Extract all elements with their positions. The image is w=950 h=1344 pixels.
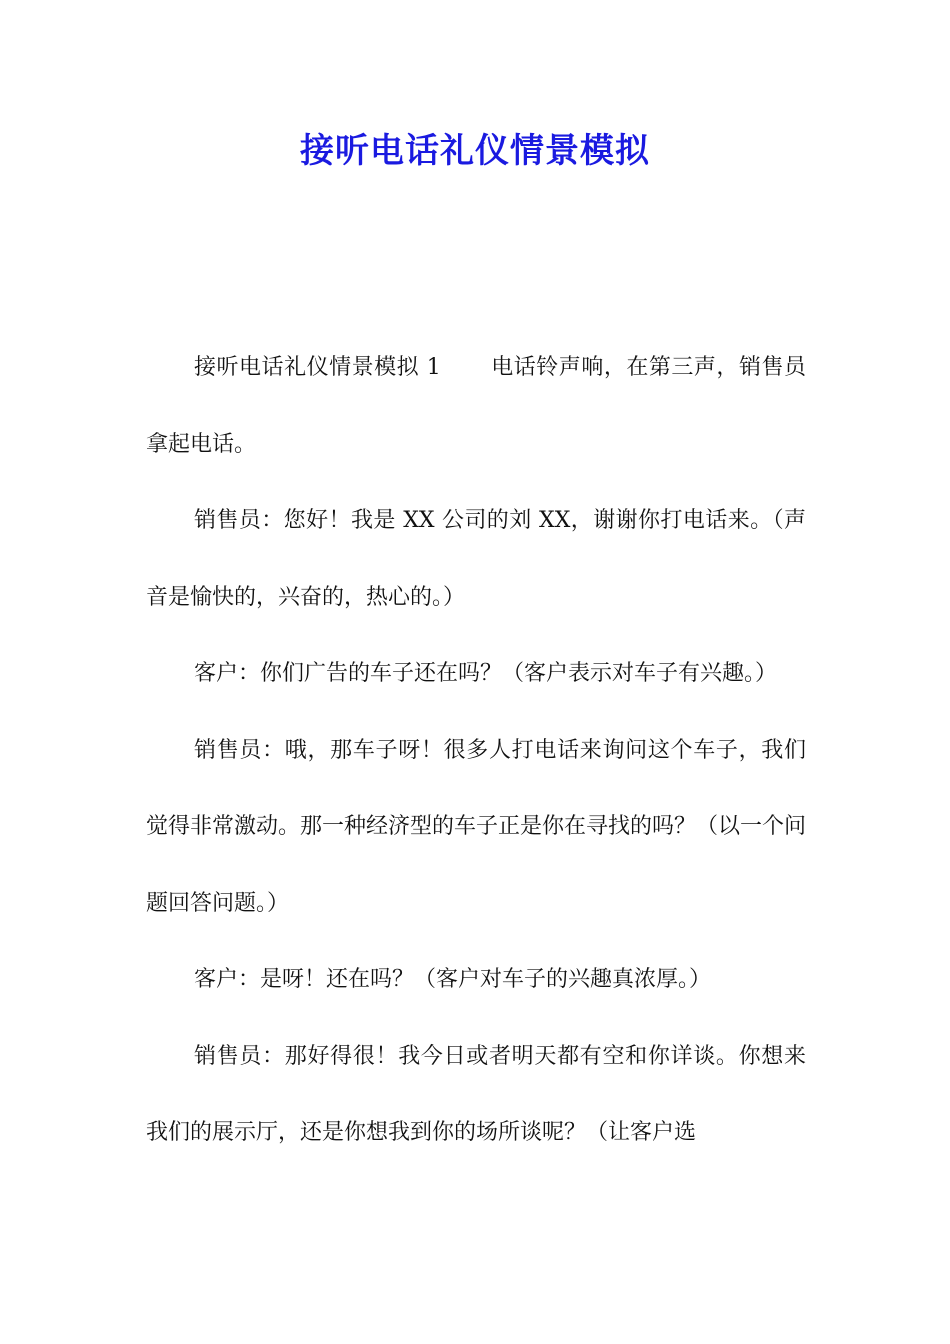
- paragraph-lead: 接听电话礼仪情景模拟 1: [194, 355, 441, 380]
- paragraph: 客户：你们广告的车子还在吗？（客户表示对车子有兴趣。）: [194, 661, 778, 686]
- paragraph: 客户：是呀！还在吗？（客户对车子的兴趣真浓厚。）: [194, 967, 712, 992]
- paragraph-text: 电话铃声响，在第三声，销售员拿起电话。: [146, 355, 806, 457]
- document-body: [146, 330, 806, 1172]
- paragraph: [146, 330, 806, 483]
- paragraph: 销售员：您好！我是 XX 公司的刘 XX，谢谢你打电话来。（声音是愉快的，兴奋的，热心的。）: [146, 508, 806, 610]
- paragraph: 销售员：哦，那车子呀！很多人打电话来询问这个车子，我们觉得非常激动。那一种经济型的车子正是你在寻找的吗？（以一个问题回答问题。）: [146, 737, 807, 916]
- paragraph: 销售员：那好得很！我今日或者明天都有空和你详谈。你想来我们的展示厅，还是你想我到你的场所谈呢？（让客户选: [146, 1043, 806, 1145]
- document-title: 接听电话礼仪情景模拟: [300, 131, 650, 171]
